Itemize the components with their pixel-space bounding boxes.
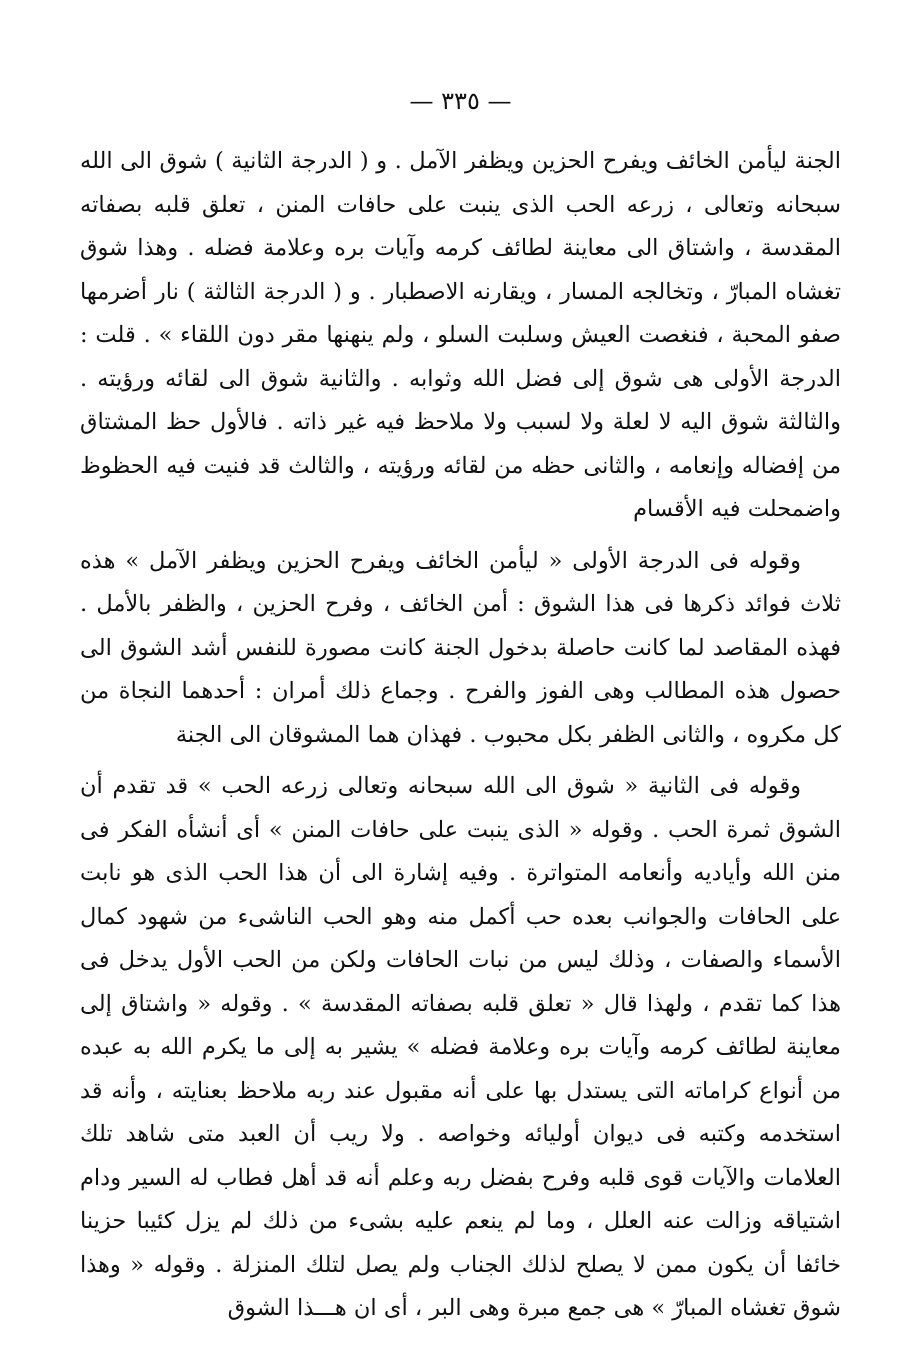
paragraph-2: وقوله فى الدرجة الأولى « ليأمن الخائف ويفرح الحزين ويظفر الآمل » هذه ثلاث فوائد ذكرها فى هذا الشوق : أمن الخائف ، وفرح الحزين ، والظفر بالأمل . فهذه المقاصد لما كانت حاصلة بدخول الجنة كانت مصورة للنفس أشد الشوق الى حصول هذه المطالب وهى الفوز والفرح . وجماع ذلك أمران : أحدهما النجاة من كل مكروه ، والثانى الظفر بكل محبوب . فهذان هما المشوقان الى الجنة xyxy=(80,547,841,748)
paragraph-3: وقوله فى الثانية « شوق الى الله سبحانه وتعالى زرعه الحب » قد تقدم أن الشوق ثمرة الحب . وقوله « الذى ينبت على حافات المنن » أى أنشأه الفكر فى منن الله وأياديه وأنعامه المتواترة . وفيه إشارة الى أن هذا الحب الذى هو نابت على الحافات والجوانب بعده حب أكمل منه وهو الحب الناشىء من شهود كمال الأسماء والصفات ، وذلك ليس من نبات الحافات ولكن من الحب الأول يدخل فى هذا كما تقدم ، ولهذا قال « تعلق قلبه بصفاته المقدسة » . وقوله « واشتاق إلى معاينة لطائف كرمه وآيات بره وعلامة فضله » يشير به إلى ما يكرم الله به عبده من أنواع كراماته التى يستدل بها على أنه مقبول عند ربه ملاحظ بعنايته ، وأنه قد استخدمه وكتبه فى ديوان أوليائه وخواصه . ولا ريب أن العبد متى شاهد تلك العلامات والآيات قوى قلبه وفرح بفضل ربه وعلم أنه قد أهل فطاب له السير ودام اشتياقه وزالت عنه العلل ، وما لم ينعم عليه بشىء من ذلك لم يزل كئيبا حزينا خائفا أن يكون ممن لا يصلح لذلك الجناب ولم يصل لتلك المنزلة . وقوله « وهذا شوق تغشاه المبارّ » هى جمع مبرة وهى البر ، أى ان هـــذا الشوق xyxy=(80,773,841,1321)
paragraph-1: الجنة ليأمن الخائف ويفرح الحزين ويظفر الآمل . و ( الدرجة الثانية ) شوق الى الله سبحانه وتعالى ، زرعه الحب الذى ينبت على حافات المنن ، تعلق قلبه بصفاته المقدسة ، واشتاق الى معاينة لطائف كرمه وآيات بره وعلامة فضله . وهذا شوق تغشاه المبارّ ، وتخالجه المسار ، ويقارنه الاصطبار . و ( الدرجة الثالثة ) نار أضرمها صفو المحبة ، فنغصت العيش وسلبت السلو ، ولم ينهنها مقر دون اللقاء » . قلت : الدرجة الأولى هى شوق إلى فضل الله وثوابه . والثانية شوق الى لقائه ورؤيته . والثالثة شوق اليه لا لعلة ولا لسبب ولا ملاحظ فيه غير ذاته . فالأول حظ المشتاق من إفضاله وإنعامه ، والثانى حظه من لقائه ورؤيته ، والثالث قد فنيت فيه الحظوظ واضمحلت فيه الأقسام xyxy=(80,148,842,522)
page-number: — ٣٣٥ — xyxy=(409,87,512,115)
